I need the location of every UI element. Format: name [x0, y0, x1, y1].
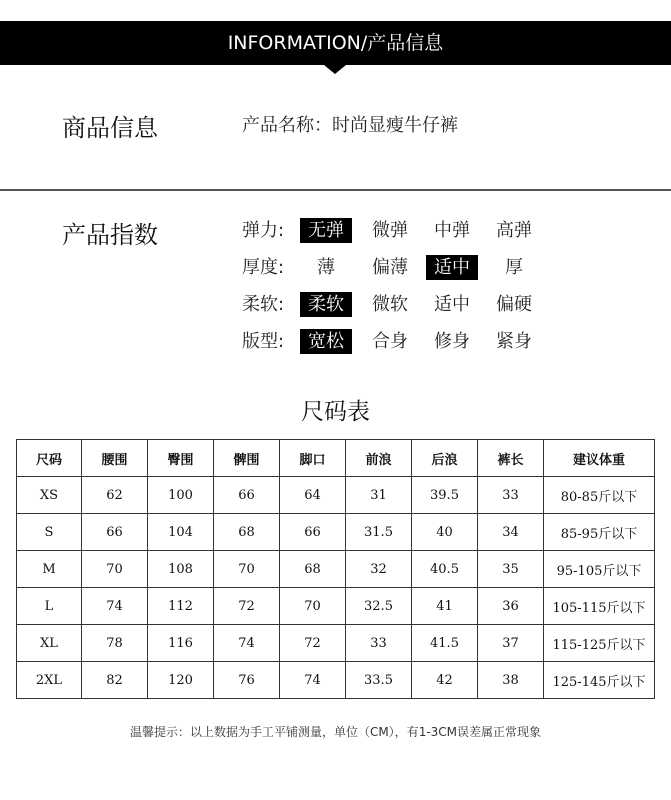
size-table-title: 尺码表: [301, 399, 370, 425]
index-row-label: 弹力:: [242, 220, 285, 241]
table-header-cell: 腰围: [82, 440, 148, 477]
table-cell: 31: [346, 477, 412, 514]
table-cell: 32: [346, 551, 412, 588]
index-option: 微弹: [372, 220, 408, 241]
section-divider: [0, 189, 671, 191]
table-cell: 41: [412, 588, 478, 625]
measurement-note: 温馨提示：以上数据为手工平铺测量，单位（CM），有1-3CM误差属正常现象: [129, 725, 542, 739]
table-cell: 68: [214, 514, 280, 551]
table-cell: 100: [148, 477, 214, 514]
index-option: 偏薄: [372, 257, 408, 278]
index-row: [242, 292, 562, 318]
size-table-body: [17, 477, 655, 699]
index-option: 适中: [434, 294, 470, 315]
index-row: [242, 255, 562, 281]
table-cell: 108: [148, 551, 214, 588]
table-row: [17, 662, 655, 699]
banner-pointer: [324, 65, 346, 74]
banner-title: INFORMATION/产品信息: [227, 32, 444, 54]
table-cell: 115-125斤以下: [544, 625, 655, 662]
table-cell: 68: [280, 551, 346, 588]
table-cell: 32.5: [346, 588, 412, 625]
table-cell: 70: [82, 551, 148, 588]
table-cell: 80-85斤以下: [544, 477, 655, 514]
table-cell: 104: [148, 514, 214, 551]
table-cell: 82: [82, 662, 148, 699]
table-cell: 35: [478, 551, 544, 588]
table-cell: 78: [82, 625, 148, 662]
table-cell: 70: [280, 588, 346, 625]
index-option-selected: 适中: [426, 255, 478, 280]
header-banner: [0, 21, 671, 65]
table-cell: M: [17, 551, 82, 588]
table-row: [17, 551, 655, 588]
table-cell: XS: [17, 477, 82, 514]
table-cell: 76: [214, 662, 280, 699]
table-cell: 74: [280, 662, 346, 699]
table-header-cell: 前浪: [346, 440, 412, 477]
index-option: 紧身: [496, 331, 532, 352]
table-cell: 38: [478, 662, 544, 699]
table-cell: 72: [214, 588, 280, 625]
table-cell: 39.5: [412, 477, 478, 514]
product-info-heading: 商品信息: [62, 114, 158, 142]
table-cell: 64: [280, 477, 346, 514]
table-cell: 66: [82, 514, 148, 551]
table-cell: 74: [214, 625, 280, 662]
index-row: [242, 329, 562, 355]
table-row: [17, 514, 655, 551]
table-cell: 66: [280, 514, 346, 551]
table-cell: 70: [214, 551, 280, 588]
index-option: 高弹: [496, 220, 532, 241]
table-row: [17, 477, 655, 514]
product-index-heading: 产品指数: [62, 221, 158, 249]
index-row-label: 柔软:: [242, 294, 285, 315]
table-cell: 40.5: [412, 551, 478, 588]
table-cell: 33.5: [346, 662, 412, 699]
table-cell: 125-145斤以下: [544, 662, 655, 699]
table-cell: 34: [478, 514, 544, 551]
table-cell: 42: [412, 662, 478, 699]
size-table-header-row: [17, 440, 655, 477]
index-option-selected: 无弹: [300, 218, 352, 243]
table-cell: 2XL: [17, 662, 82, 699]
index-option: 偏硬: [496, 294, 532, 315]
product-name: 产品名称：时尚显瘦牛仔裤: [242, 115, 458, 136]
table-cell: 112: [148, 588, 214, 625]
index-option: 合身: [372, 331, 408, 352]
table-cell: 85-95斤以下: [544, 514, 655, 551]
table-row: [17, 625, 655, 662]
table-cell: 33: [478, 477, 544, 514]
table-header-cell: 臀围: [148, 440, 214, 477]
index-option: 修身: [434, 331, 470, 352]
table-cell: 37: [478, 625, 544, 662]
index-option: 微软: [372, 294, 408, 315]
index-option-selected: 柔软: [300, 292, 352, 317]
table-cell: 95-105斤以下: [544, 551, 655, 588]
table-cell: 105-115斤以下: [544, 588, 655, 625]
table-cell: L: [17, 588, 82, 625]
table-cell: 31.5: [346, 514, 412, 551]
table-cell: XL: [17, 625, 82, 662]
index-row-label: 厚度:: [242, 257, 285, 278]
index-option: 薄: [317, 257, 335, 278]
table-header-cell: 后浪: [412, 440, 478, 477]
table-header-cell: 脚口: [280, 440, 346, 477]
table-cell: 72: [280, 625, 346, 662]
table-row: [17, 588, 655, 625]
index-row: [242, 218, 562, 244]
table-cell: S: [17, 514, 82, 551]
table-cell: 120: [148, 662, 214, 699]
table-cell: 66: [214, 477, 280, 514]
table-cell: 40: [412, 514, 478, 551]
table-header-cell: 尺码: [17, 440, 82, 477]
index-option-selected: 宽松: [300, 329, 352, 354]
index-option: 中弹: [434, 220, 470, 241]
table-cell: 74: [82, 588, 148, 625]
table-header-cell: 裤长: [478, 440, 544, 477]
index-option: 厚: [505, 257, 523, 278]
table-cell: 62: [82, 477, 148, 514]
table-header-cell: 髀围: [214, 440, 280, 477]
table-cell: 36: [478, 588, 544, 625]
table-cell: 116: [148, 625, 214, 662]
table-header-cell: 建议体重: [544, 440, 655, 477]
size-table: [16, 439, 655, 699]
table-cell: 33: [346, 625, 412, 662]
table-cell: 41.5: [412, 625, 478, 662]
index-row-label: 版型:: [242, 331, 285, 352]
